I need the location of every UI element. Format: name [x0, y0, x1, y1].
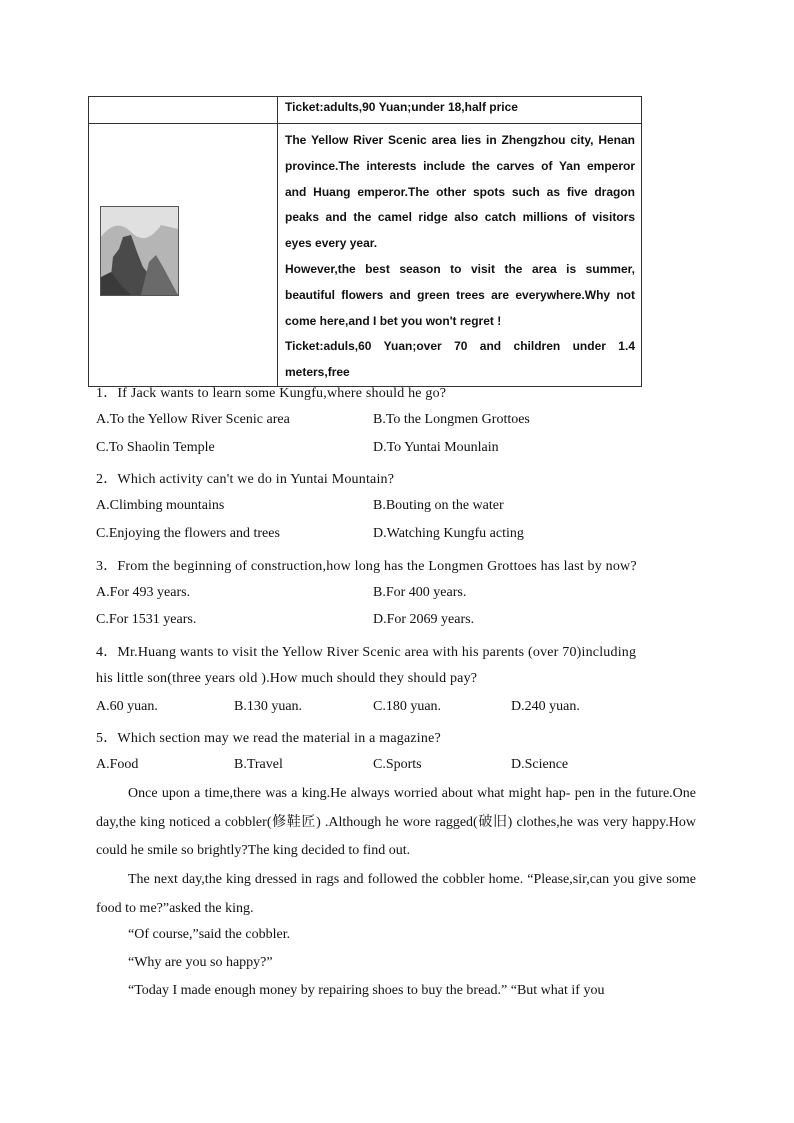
question-5: 5．Which section may we read the material in a magazine?	[96, 731, 441, 746]
table-cell-ticket	[278, 97, 642, 124]
q5-option-b[interactable]: B.Travel	[234, 757, 283, 772]
question-2: 2．Which activity can't we do in Yuntai Mountain?	[96, 472, 395, 487]
table-cell-image	[89, 124, 278, 387]
q4-option-c[interactable]: C.180 yuan.	[373, 699, 442, 714]
question-1: 1．If Jack wants to learn some Kungfu,where should he go?	[96, 386, 447, 401]
scenic-season: However,the best season to visit the area is summer, beautiful flowers and green trees are everywhere.Why not come here,and I bet you won't regret !	[285, 261, 635, 328]
q5-option-a[interactable]: A.Food	[96, 757, 139, 772]
q1-option-b[interactable]: B.To the Longmen Grottoes	[373, 412, 530, 427]
info-table	[88, 96, 642, 387]
scenic-description: The Yellow River Scenic area lies in Zhengzhou city, Henan province.The interests include the carves of Yan emperor and Huang emperor.The other spots such as five dragon peaks and the camel ridge also catch millions of visitors eyes every year.	[285, 133, 635, 251]
table-cell-description	[278, 124, 642, 387]
q2-option-a[interactable]: A.Climbing mountains	[96, 498, 225, 513]
q3-option-b[interactable]: B.For 400 years.	[373, 585, 467, 600]
story-paragraph-5: “Today I made enough money by repairing shoes to buy the bread.” “But what if you	[128, 983, 605, 998]
scenic-photo	[100, 206, 179, 296]
question-3: 3．From the beginning of construction,how long has the Longmen Grottoes has last by now?	[96, 559, 637, 574]
q3-option-d[interactable]: D.For 2069 years.	[373, 612, 475, 627]
q2-option-c[interactable]: C.Enjoying the flowers and trees	[96, 526, 280, 541]
question-4-line-1: 4．Mr.Huang wants to visit the Yellow River Scenic area with his parents (over 70)including	[96, 645, 637, 660]
q5-option-c[interactable]: C.Sports	[373, 757, 422, 772]
question-4-line-2: his little son(three years old ).How much should they should pay?	[96, 671, 478, 686]
table-row	[89, 124, 642, 387]
q2-option-d[interactable]: D.Watching Kungfu acting	[373, 526, 524, 541]
table-cell-empty	[89, 97, 278, 124]
scenic-ticket: Ticket:aduls,60 Yuan;over 70 and children under 1.4 meters,free	[285, 339, 635, 380]
ticket-text: Ticket:adults,90 Yuan;under 18,half price	[285, 100, 518, 114]
story-paragraph-3: “Of course,”said the cobbler.	[128, 927, 291, 942]
q5-option-d[interactable]: D.Science	[511, 757, 569, 772]
table-row	[89, 97, 642, 124]
q1-option-a[interactable]: A.To the Yellow River Scenic area	[96, 412, 290, 427]
q3-option-a[interactable]: A.For 493 years.	[96, 585, 191, 600]
q3-option-c[interactable]: C.For 1531 years.	[96, 612, 197, 627]
q2-option-b[interactable]: B.Bouting on the water	[373, 498, 504, 513]
story-paragraph-2: The next day,the king dressed in rags and followed the cobbler home. “Please,sir,can you give some food to me?”asked the king.	[96, 872, 696, 916]
story-paragraph-4: “Why are you so happy?”	[128, 955, 273, 970]
q4-option-b[interactable]: B.130 yuan.	[234, 699, 303, 714]
q1-option-c[interactable]: C.To Shaolin Temple	[96, 440, 215, 455]
q1-option-d[interactable]: D.To Yuntai Mounlain	[373, 440, 499, 455]
q4-option-d[interactable]: D.240 yuan.	[511, 699, 580, 714]
story-paragraph-1: Once upon a time,there was a king.He always worried about what might hap- pen in the future.One day,the king noticed a cobbler(修鞋匠) .Although he wore ragged(破旧) clothes,he was very happy.How could he smile so brightly?The king decided to find out.	[96, 786, 696, 859]
q4-option-a[interactable]: A.60 yuan.	[96, 699, 158, 714]
